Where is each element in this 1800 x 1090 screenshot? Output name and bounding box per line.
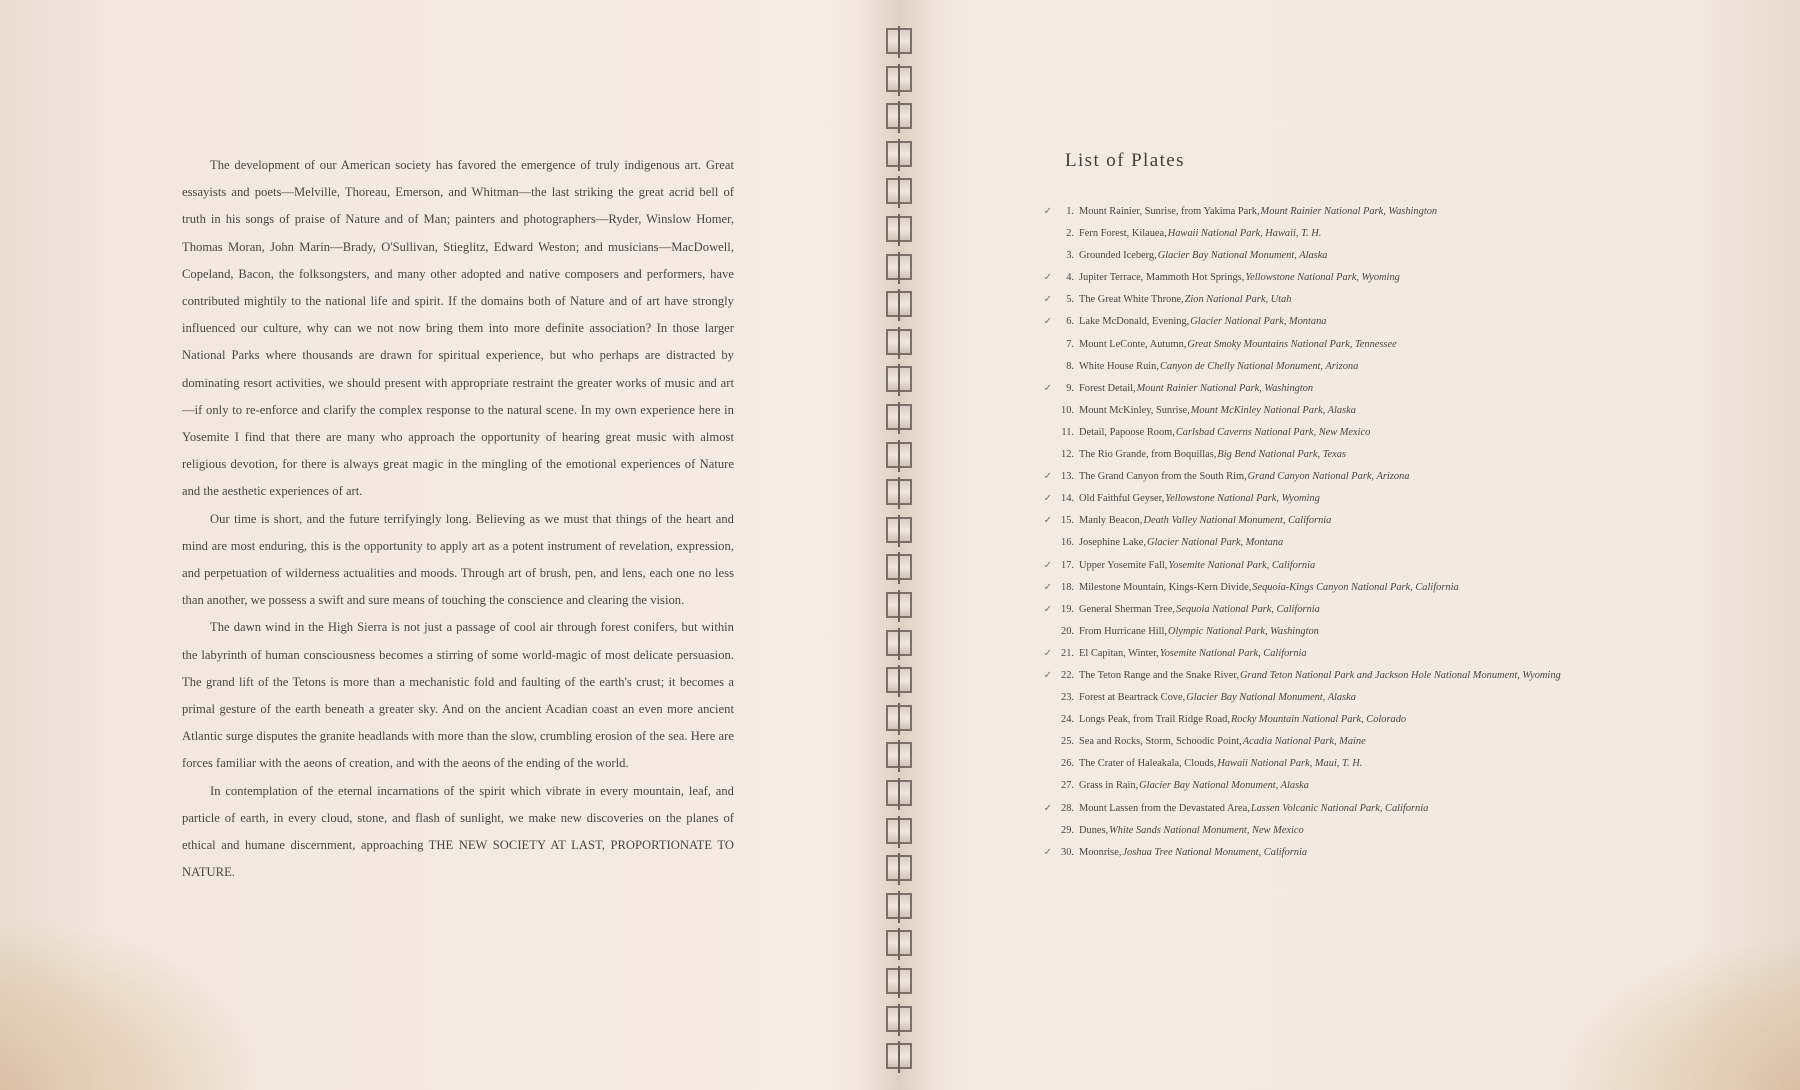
- plate-item: [1040, 378, 1780, 400]
- plate-item: [1040, 223, 1780, 245]
- plate-location: Glacier Bay National Monument, Alaska: [1139, 780, 1309, 792]
- plate-number: 25.: [1061, 736, 1074, 748]
- check-mark-icon: ✓: [1043, 272, 1052, 284]
- plate-item: [1040, 577, 1780, 599]
- plate-number: 28.: [1061, 802, 1074, 814]
- plate-number: 19.: [1061, 603, 1074, 615]
- essay-text: [182, 152, 734, 886]
- plate-location: Yellowstone National Park, Wyoming: [1245, 272, 1400, 284]
- plate-location: Acadia National Park, Maine: [1242, 736, 1366, 748]
- check-mark-icon: ✓: [1043, 581, 1052, 593]
- plate-number: 24.: [1061, 714, 1074, 726]
- right-page: [900, 0, 1800, 1090]
- plate-number: 16.: [1061, 537, 1074, 549]
- plate-number: 15.: [1061, 515, 1074, 527]
- plate-caption: From Hurricane Hill,: [1079, 625, 1168, 637]
- plate-location: Zion National Park, Utah: [1184, 294, 1292, 306]
- plate-item: [1040, 466, 1780, 488]
- plate-location: Mount Rainier National Park, Washington: [1260, 206, 1438, 217]
- plate-caption: Manly Beacon,: [1079, 515, 1143, 527]
- plate-item: [1040, 267, 1780, 289]
- plate-location: White Sands National Monument, New Mexico: [1109, 824, 1304, 836]
- plate-item: [1040, 356, 1780, 378]
- plate-caption: Mount Rainier, Sunrise, from Yakima Park,: [1079, 206, 1260, 217]
- plates-list: [1040, 201, 1780, 864]
- plate-item: [1040, 422, 1780, 444]
- plate-location: Olympic National Park, Washington: [1168, 625, 1319, 637]
- plate-item: [1040, 400, 1780, 422]
- plate-caption: The Rio Grande, from Boquillas,: [1079, 449, 1217, 461]
- plate-location: Joshua Tree National Monument, California: [1122, 846, 1308, 858]
- plate-caption: Josephine Lake,: [1079, 537, 1146, 549]
- plate-number: 11.: [1061, 426, 1074, 438]
- plate-item: [1040, 753, 1780, 775]
- plate-number: 4.: [1066, 272, 1074, 284]
- plate-item: [1040, 334, 1780, 356]
- plate-caption: Forest Detail,: [1079, 382, 1136, 394]
- plate-location: Carlsbad Caverns National Park, New Mexico: [1175, 426, 1371, 438]
- check-mark-icon: ✓: [1043, 603, 1052, 615]
- check-mark-icon: ✓: [1043, 515, 1052, 527]
- plate-location: Grand Canyon National Park, Arizona: [1247, 471, 1410, 483]
- plate-number: 27.: [1061, 780, 1074, 792]
- check-mark-icon: ✓: [1043, 382, 1052, 394]
- plate-caption: The Great White Throne,: [1079, 294, 1184, 306]
- plate-caption: Sea and Rocks, Storm, Schoodic Point,: [1079, 736, 1242, 748]
- plate-location: Yellowstone National Park, Wyoming: [1165, 493, 1320, 505]
- plate-location: Sequoia-Kings Canyon National Park, California: [1252, 581, 1459, 593]
- plate-number: 6.: [1066, 316, 1074, 328]
- plate-location: Canyon de Chelly National Monument, Arizona: [1159, 360, 1359, 372]
- plate-number: 1.: [1066, 206, 1074, 217]
- plate-location: Lassen Volcanic National Park, California: [1250, 802, 1429, 814]
- plate-number: 8.: [1066, 360, 1074, 372]
- plate-item: [1040, 665, 1780, 687]
- check-mark-icon: ✓: [1043, 471, 1052, 483]
- plate-caption: Fern Forest, Kilauea,: [1079, 228, 1167, 240]
- plate-number: 21.: [1061, 647, 1074, 659]
- plate-item: [1040, 842, 1780, 864]
- plate-item: [1040, 532, 1780, 554]
- plate-item: [1040, 820, 1780, 842]
- plate-item: [1040, 775, 1780, 797]
- plate-caption: Old Faithful Geyser,: [1079, 493, 1165, 505]
- plate-caption: Upper Yosemite Fall,: [1079, 559, 1168, 571]
- plate-location: Mount Rainier National Park, Washington: [1136, 382, 1314, 394]
- plate-location: Glacier National Park, Montana: [1146, 537, 1284, 549]
- plate-location: Great Smoky Mountains National Park, Tennessee: [1187, 338, 1397, 350]
- plate-location: Hawaii National Park, Hawaii, T. H.: [1167, 228, 1322, 240]
- plate-number: 14.: [1061, 493, 1074, 505]
- plate-number: 5.: [1066, 294, 1074, 306]
- check-mark-icon: ✓: [1043, 669, 1052, 681]
- plate-number: 10.: [1061, 404, 1074, 416]
- plate-caption: General Sherman Tree,: [1079, 603, 1176, 615]
- check-mark-icon: ✓: [1043, 846, 1052, 858]
- check-mark-icon: ✓: [1043, 559, 1052, 571]
- plate-number: 12.: [1061, 449, 1074, 461]
- plate-item: [1040, 289, 1780, 311]
- plate-caption: Mount Lassen from the Devastated Area,: [1079, 802, 1250, 814]
- plate-item: [1040, 731, 1780, 753]
- plate-location: Mount McKinley National Park, Alaska: [1190, 404, 1356, 416]
- plate-caption: White House Ruin,: [1079, 360, 1159, 372]
- plate-caption: Moonrise,: [1079, 846, 1122, 858]
- plate-location: Death Valley National Monument, California: [1143, 515, 1332, 527]
- plate-location: Yosemite National Park, California: [1168, 559, 1316, 571]
- check-mark-icon: ✓: [1043, 206, 1052, 217]
- left-page: [0, 0, 880, 1090]
- plate-number: 18.: [1061, 581, 1074, 593]
- water-stain-left: [0, 920, 260, 1090]
- plate-number: 30.: [1061, 846, 1074, 858]
- plate-caption: Lake McDonald, Evening,: [1079, 316, 1190, 328]
- plate-number: 20.: [1061, 625, 1074, 637]
- plate-number: 7.: [1066, 338, 1074, 350]
- plate-caption: Mount McKinley, Sunrise,: [1079, 404, 1190, 416]
- plates-title: List of Plates: [1065, 150, 1185, 171]
- plate-item: [1040, 311, 1780, 333]
- plate-item: [1040, 798, 1780, 820]
- plate-number: 23.: [1061, 692, 1074, 704]
- plate-location: Yosemite National Park, California: [1159, 647, 1307, 659]
- essay-paragraph-3: The dawn wind in the High Sierra is not just a passage of cool air through forest conifers, but within the labyrinth of human consciousness becomes a stirring of some world-magic of most delicate persuasion. The grand lift of the Tetons is more than a mechanistic fold and faulting of the earth's crust; it becomes a primal gesture of the earth beneath a greater sky. And on the ancient Acadian coast an even more ancient Atlantic surge disputes the granite headlands with more than the slow, crumbling erosion of the sea. Here are forces familiar with the aeons of creation, and with the aeons of the ending of the world.: [182, 620, 734, 771]
- check-mark-icon: ✓: [1043, 294, 1052, 306]
- plate-caption: Grass in Rain,: [1079, 780, 1139, 792]
- plate-caption: Mount LeConte, Autumn,: [1079, 338, 1187, 350]
- check-mark-icon: ✓: [1043, 802, 1052, 814]
- plate-caption: Milestone Mountain, Kings-Kern Divide,: [1079, 581, 1252, 593]
- plate-location: Grand Teton National Park and Jackson Hole National Monument, Wyoming: [1239, 669, 1561, 681]
- plate-caption: El Capitan, Winter,: [1079, 647, 1159, 659]
- plate-caption: Dunes,: [1079, 824, 1109, 836]
- water-stain-right: [1560, 940, 1800, 1090]
- plate-location: Big Bend National Park, Texas: [1217, 449, 1346, 461]
- check-mark-icon: ✓: [1043, 316, 1052, 328]
- plate-item: [1040, 488, 1780, 510]
- plate-location: Hawaii National Park, Maui, T. H.: [1217, 758, 1363, 770]
- plate-number: 17.: [1061, 559, 1074, 571]
- plate-caption: Detail, Papoose Room,: [1079, 426, 1175, 438]
- plate-number: 22.: [1061, 669, 1074, 681]
- plate-item: [1040, 444, 1780, 466]
- essay-paragraph-1: The development of our American society has favored the emergence of truly indigenous art. Great essayists and poets—Melville, Thoreau, Emerson, and Whitman—the last striking the great acrid bell of truth in his songs of praise of Nature and of Man; painters and photographers—Ryder, Winslow Homer, Thomas Moran, John Marin—Brady, O'Sullivan, Stieglitz, Edward Weston; and musicians—MacDowell, Copeland, Bacon, the folksongsters, and many other adopted and native composers and performers, have contributed mightily to the national life and spirit. If the domains both of Nature and of art have strongly influenced our culture, why can we not now bring them into more definite association? In those larger National Parks where thousands are drawn for spiritual experience, but who perhaps are distracted by dominating resort activities, we should present with appropriate restraint the greater works of music and art—if only to re-enforce and clarify the complex response to the natural scene. In my own experience here in Yosemite I find that there are many who approach the opportunity of hearing great music with almost religious devotion, for there is always great magic in the mingling of the emotional experiences of Nature and the aesthetic experiences of art.: [182, 158, 734, 499]
- plate-caption: The Crater of Haleakala, Clouds,: [1079, 758, 1217, 770]
- plate-location: Glacier Bay National Monument, Alaska: [1157, 250, 1328, 262]
- plate-caption: The Grand Canyon from the South Rim,: [1079, 471, 1247, 483]
- plate-item: [1040, 510, 1780, 532]
- plate-item: [1040, 687, 1780, 709]
- essay-paragraph-2: Our time is short, and the future terrifyingly long. Believing as we must that things of the heart and mind are most enduring, this is the opportunity to apply art as a potent instrument of revelation, expression, and perpetuation of wilderness actualities and moods. Through art of brush, pen, and lens, each one no less than another, we possess a swift and sure means of touching the conscience and clearing the vision.: [182, 511, 734, 608]
- plate-caption: Forest at Beartrack Cove,: [1079, 692, 1186, 704]
- plate-number: 2.: [1066, 228, 1074, 240]
- plate-location: Rocky Mountain National Park, Colorado: [1230, 714, 1407, 726]
- plate-number: 3.: [1066, 250, 1074, 262]
- plate-item: [1040, 555, 1780, 577]
- plate-item: [1040, 621, 1780, 643]
- plate-item: [1040, 709, 1780, 731]
- plate-caption: Grounded Iceberg,: [1079, 250, 1157, 262]
- plate-caption: Jupiter Terrace, Mammoth Hot Springs,: [1079, 272, 1245, 284]
- plate-item: [1040, 643, 1780, 665]
- check-mark-icon: ✓: [1043, 647, 1052, 659]
- essay-paragraph-4: In contemplation of the eternal incarnations of the spirit which vibrate in every mountain, leaf, and particle of earth, in every cloud, stone, and flash of sunlight, we make new discoveries on the planes of ethical and humane discernment, approaching THE NEW SOCIETY AT LAST, PROPORTIONATE TO NATURE.: [182, 783, 734, 880]
- plate-location: Glacier National Park, Montana: [1190, 316, 1327, 328]
- check-mark-icon: ✓: [1043, 493, 1052, 505]
- plate-caption: Longs Peak, from Trail Ridge Road,: [1079, 714, 1230, 726]
- plate-item: [1040, 245, 1780, 267]
- plate-item: [1040, 201, 1780, 223]
- plate-location: Glacier Bay National Monument, Alaska: [1186, 692, 1356, 704]
- plate-item: [1040, 599, 1780, 621]
- plate-number: 29.: [1061, 824, 1074, 836]
- plate-number: 13.: [1061, 471, 1074, 483]
- plate-caption: The Teton Range and the Snake River,: [1079, 669, 1239, 681]
- plate-location: Sequoia National Park, California: [1176, 603, 1320, 615]
- plate-number: 9.: [1066, 382, 1074, 394]
- plate-number: 26.: [1061, 758, 1074, 770]
